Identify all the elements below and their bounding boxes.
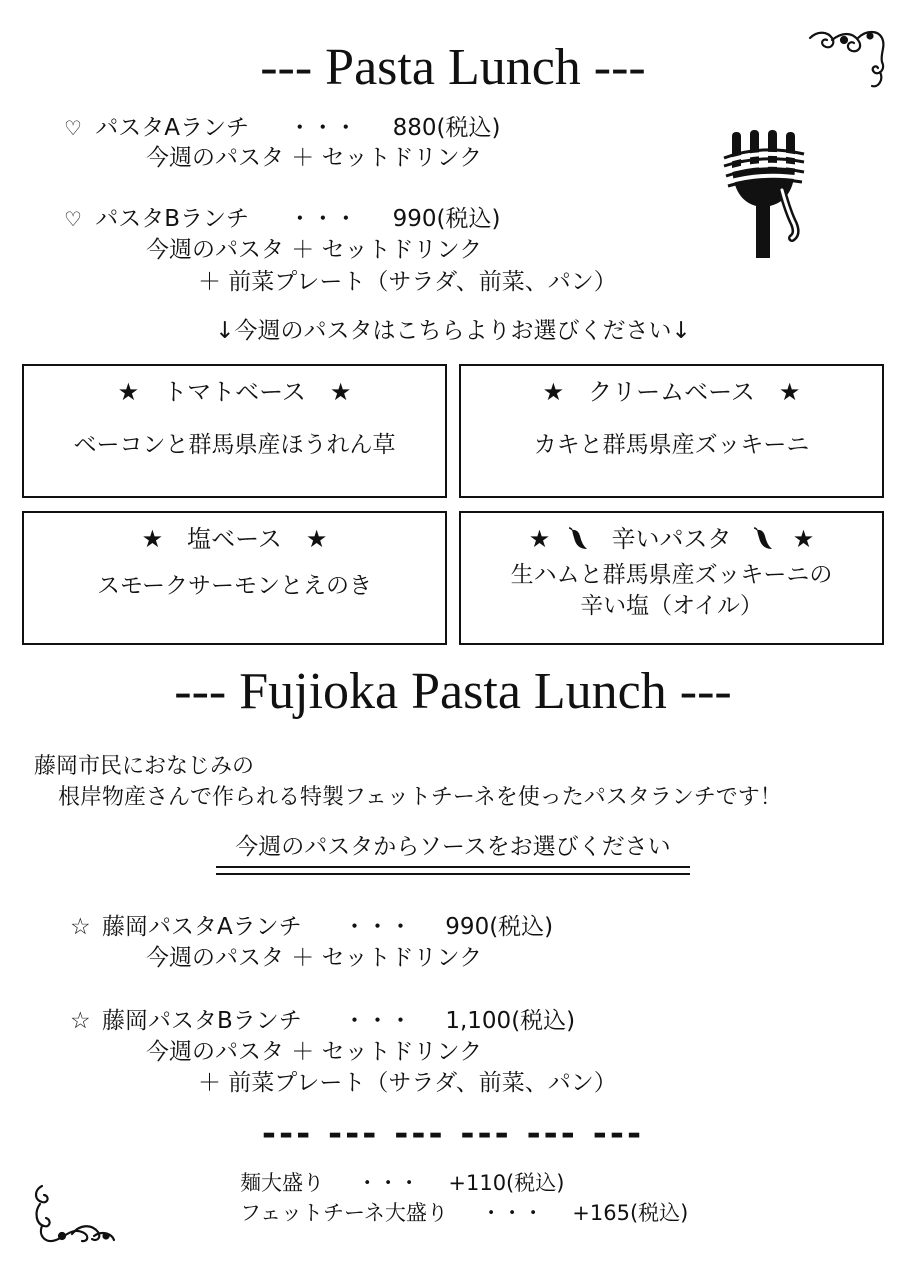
choose-pasta-note: ↓今週のパスタはこちらよりお選びください↓: [215, 318, 691, 344]
lunch-a-row: [64, 113, 500, 143]
lunch-b-name: パスタBランチ: [95, 206, 250, 232]
dash-divider: --- --- --- --- --- ---: [261, 1114, 645, 1154]
fujioka-b-dots: ・・・: [343, 1008, 413, 1034]
extra-row: [240, 1168, 564, 1198]
box-heading: ★ トマトベース ★: [117, 378, 352, 406]
fujioka-a-name: 藤岡パスタAランチ: [101, 914, 302, 940]
lunch-a-dots: ・・・: [288, 115, 358, 141]
star-icon: ★: [792, 525, 815, 553]
fujioka-intro-line-1: 藤岡市民におなじみの: [34, 754, 255, 779]
pasta-lunch-title: --- Pasta Lunch ---: [260, 39, 646, 96]
star-icon: ★: [528, 525, 551, 553]
box-body: カキと群馬県産ズッキーニ: [533, 432, 810, 458]
box-heading: 辛いパスタ: [611, 525, 732, 553]
fujioka-pasta-lunch-title: --- Fujioka Pasta Lunch ---: [174, 663, 732, 720]
box-heading: ★ 塩ベース ★: [141, 525, 328, 553]
fujioka-b-price: 1,100(税込): [445, 1008, 576, 1034]
heart-bullet-icon: ♡: [64, 116, 82, 140]
extra-row: [240, 1198, 688, 1228]
heart-bullet-icon: ♡: [64, 207, 82, 231]
lunch-a-detail: 今週のパスタ ＋ セットドリンク: [146, 145, 483, 171]
lunch-b-detail-1: 今週のパスタ ＋ セットドリンク: [146, 237, 483, 263]
box-body: ベーコンと群馬県産ほうれん草: [73, 432, 396, 458]
fujioka-b-name: 藤岡パスタBランチ: [101, 1008, 302, 1034]
fujioka-b-detail-1: 今週のパスタ ＋ セットドリンク: [146, 1039, 483, 1065]
fujioka-b-row: [70, 1006, 575, 1036]
fujioka-a-price: 990(税込): [445, 914, 554, 940]
lunch-b-detail-2: ＋ 前菜プレート（サラダ、前菜、パン）: [198, 269, 617, 295]
salt-base-box: [22, 511, 447, 645]
lunch-b-price: 990(税込): [392, 206, 501, 232]
lunch-a-price: 880(税込): [392, 115, 501, 141]
fujioka-a-detail: 今週のパスタ ＋ セットドリンク: [146, 945, 483, 971]
bottom-left-flourish-icon: [32, 1184, 116, 1246]
fujioka-b-detail-2: ＋ 前菜プレート（サラダ、前菜、パン）: [198, 1070, 617, 1096]
lunch-b-dots: ・・・: [288, 206, 358, 232]
extra-name: フェットチーネ大盛り: [240, 1201, 448, 1225]
box-body-1: 生ハムと群馬県産ズッキーニの: [510, 562, 833, 588]
double-underline: [216, 866, 690, 875]
star-outline-bullet-icon: ☆: [70, 914, 91, 940]
extra-price: +110(税込): [448, 1171, 565, 1195]
lunch-b-row: [64, 204, 501, 234]
extra-price: +165(税込): [572, 1201, 689, 1225]
fujioka-intro-line-2: 根岸物産さんで作られる特製フェットチーネを使ったパスタランチです！: [58, 785, 782, 810]
extra-dots: ・・・: [356, 1171, 420, 1195]
box-heading: ★ クリームベース ★: [542, 378, 801, 406]
tomato-base-box: [22, 364, 447, 498]
spicy-pasta-box: [459, 511, 884, 645]
extra-dots: ・・・: [480, 1201, 544, 1225]
fujioka-a-dots: ・・・: [342, 914, 412, 940]
fujioka-a-row: [70, 912, 553, 942]
box-body: スモークサーモンとえのき: [96, 573, 373, 599]
chili-pepper-icon: [568, 527, 590, 551]
cream-base-box: [459, 364, 884, 498]
box-body-2: 辛い塩（オイル）: [580, 593, 763, 619]
choose-sauce-note: 今週のパスタからソースをお選びください: [235, 834, 671, 860]
box-heading-row: [461, 523, 882, 555]
fork-with-pasta-icon: [722, 128, 808, 260]
extra-name: 麺大盛り: [240, 1171, 324, 1195]
lunch-a-name: パスタAランチ: [95, 115, 249, 141]
star-outline-bullet-icon: ☆: [70, 1008, 91, 1034]
chili-pepper-icon: [753, 527, 775, 551]
